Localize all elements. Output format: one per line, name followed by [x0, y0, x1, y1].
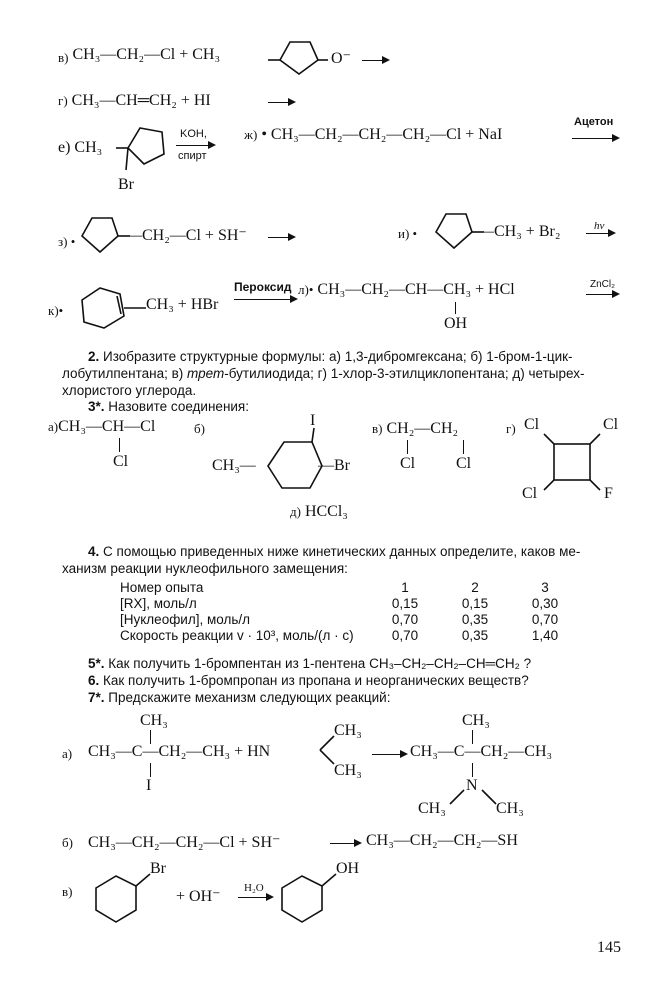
reaction-arrow	[176, 145, 214, 146]
reagent-under: спирт	[178, 150, 207, 162]
bond-line	[463, 440, 464, 454]
reactant-main: CH₃—C—CH₂—CH₃ + HN	[88, 743, 271, 760]
table-cell: 0,35	[461, 611, 489, 627]
cyclopentane-ring	[268, 34, 328, 82]
compound-letter: б)	[194, 421, 205, 436]
compound-sub: Cl	[456, 455, 472, 472]
question-text: ханизм реакции нуклеофильного замещения:	[62, 561, 348, 576]
question-3	[88, 398, 249, 415]
compound-v	[372, 420, 458, 438]
compound-d	[290, 503, 348, 521]
table-cell: 3	[541, 579, 549, 595]
table-label: [Нуклеофил], моль/л	[120, 611, 251, 627]
oh-sub: OH	[444, 315, 468, 332]
kinetics-table	[120, 579, 580, 643]
table-cell: 0,70	[391, 627, 419, 643]
question-text: лобутилпентана; в)	[62, 366, 188, 381]
question-text: хлористого углерода.	[62, 383, 197, 398]
chloro-tl: Cl	[524, 416, 540, 433]
reaction-l	[298, 281, 515, 299]
table-cell: 0,30	[531, 595, 559, 611]
table-cell: 0,70	[531, 611, 559, 627]
reagent-over: hv	[594, 220, 605, 232]
question-text: С помощью приведенных ниже кинетических данных определите, каков ме-	[103, 544, 581, 559]
compound-a	[48, 418, 155, 436]
table-cell: 1,40	[531, 627, 559, 643]
table-row	[120, 627, 580, 643]
compound-main: CH₂—CH₂	[386, 420, 459, 437]
question-5	[88, 655, 531, 672]
question-6	[88, 672, 529, 689]
reagent-over: Ацетон	[574, 116, 614, 128]
compound-letter: д)	[290, 504, 301, 519]
cyclohexene-ring	[76, 278, 148, 334]
reagent-over: Пероксид	[234, 280, 292, 294]
reaction-arrow	[586, 294, 618, 295]
question-4	[88, 543, 648, 560]
bond-line	[119, 438, 120, 452]
cyclobutane-ring	[540, 432, 606, 494]
question-text: -бутилиодида; г) 1-хлор-3-этилциклопентана; д) четырех-	[224, 366, 585, 381]
chloro-bl: Cl	[522, 485, 538, 502]
table-row	[120, 611, 580, 627]
reaction-letter: ж)	[244, 127, 258, 142]
bond-line	[472, 763, 473, 777]
compound-sub: Cl	[400, 455, 416, 472]
reaction-letter: а)	[62, 746, 73, 761]
product-n-bonds	[444, 788, 504, 810]
table-cell: 0,15	[461, 595, 489, 611]
methyl-top: CH₃	[140, 712, 168, 729]
table-cell: 0,70	[391, 611, 419, 627]
product-methyl-top: CH₃	[462, 712, 490, 729]
reaction-formula: CH₃—CH═CH₂ + HI	[71, 92, 211, 109]
reaction-letter: з) •	[58, 234, 76, 249]
reaction-letter: в)	[58, 50, 69, 65]
compound-left: CH₃—	[212, 457, 256, 474]
product-formula: CH₃—CH₂—CH₂—SH	[366, 832, 518, 849]
product-methyl: CH₃	[496, 800, 524, 817]
product-n: N	[466, 777, 478, 794]
reactant-formula: CH₃—CH₂—CH₂—Cl + SH⁻	[88, 834, 281, 851]
star-mark: •	[261, 126, 267, 143]
alkoxide-o: O⁻	[331, 50, 351, 67]
question-number: 6.	[88, 673, 100, 688]
reagent-over: H₂O	[244, 882, 264, 894]
question-text: Как получить 1-бромпропан из пропана и неорганических веществ?	[103, 673, 529, 688]
question-2-line2	[62, 365, 651, 382]
bond-line	[150, 763, 151, 777]
iodo-sub: I	[146, 777, 152, 794]
reaction-arrow	[586, 233, 614, 234]
question-text: Изобразите структурные формулы: а) 1,3-дибромгексана; б) 1-бром-1-цик-	[103, 349, 573, 364]
question-text: Назовите соединения:	[108, 399, 249, 414]
question-2-line3	[62, 382, 196, 399]
bond-line	[472, 730, 473, 744]
fluoro-br: F	[604, 485, 613, 502]
reaction-letter: г)	[58, 93, 68, 108]
reaction-left: CH₃—CH₂—Cl + CH₃	[72, 46, 221, 63]
question-number: 7*.	[88, 690, 105, 705]
table-cell: 2	[471, 579, 479, 595]
reaction-formula: CH₃ + HBr	[146, 296, 219, 313]
question-text: Как получить 1-бромпентан из 1-пентена CH₃–CH₂–CH₂–CH═CH₂ ?	[108, 656, 532, 671]
bromine-sub: Br	[150, 860, 166, 877]
hydroxyl-sub: OH	[336, 860, 360, 877]
reaction-letter: и) •	[398, 226, 418, 241]
reagent-text: + OH⁻	[176, 888, 221, 905]
table-row	[120, 579, 580, 595]
iodo-sub: I	[310, 412, 316, 429]
reaction-g	[58, 92, 211, 110]
reaction-formula: CH₃—CH₂—CH₂—CH₂—Cl + NaI	[270, 126, 503, 143]
compound-sub: Cl	[113, 453, 129, 470]
reagent-over: KOH,	[180, 128, 207, 140]
table-cell: 0,15	[391, 595, 419, 611]
table-cell: 0,35	[461, 627, 489, 643]
bond-line	[407, 440, 408, 454]
reaction-e: е) CH₃	[58, 139, 103, 156]
reaction-arrow	[268, 237, 294, 238]
compound-letter: а)	[48, 419, 59, 434]
reaction-arrow	[238, 897, 272, 898]
reaction-letter: л)	[298, 282, 309, 297]
question-number: 4.	[88, 544, 100, 559]
table-cell: 1	[401, 579, 409, 595]
oh-bond	[455, 302, 456, 314]
table-row	[120, 595, 580, 611]
question-number: 5*.	[88, 656, 105, 671]
question-4-line2	[62, 560, 348, 577]
question-text: Предскажите механизм следующих реакций:	[108, 690, 391, 705]
amine-methyl: CH₃	[334, 762, 362, 779]
reaction-arrow	[330, 843, 360, 844]
tret-italic: трет	[187, 366, 225, 381]
reaction-formula: CH₃—CH₂—CH—CH₃ + HCl	[317, 281, 515, 298]
reaction-letter: в)	[62, 884, 73, 899]
reaction-arrow	[234, 299, 296, 300]
compound-letter: г)	[506, 421, 516, 436]
table-label: [RX], моль/л	[120, 595, 197, 611]
cyclopentane-ring	[112, 118, 174, 170]
reaction-arrow	[372, 754, 406, 755]
compound-letter: в)	[372, 421, 383, 436]
compound-right: —Br	[318, 457, 350, 474]
reaction-arrow	[268, 102, 294, 103]
chloro-tr: Cl	[603, 416, 619, 433]
reaction-v	[58, 46, 220, 64]
table-label: Номер опыта	[120, 579, 204, 595]
reaction-letter: б)	[62, 835, 73, 850]
reaction-zh	[244, 126, 502, 144]
compound-formula: HCCl₃	[304, 503, 348, 520]
star-mark: •	[308, 282, 314, 297]
question-number: 2.	[88, 349, 100, 364]
table-label: Скорость реакции v · 10³, моль/(л · с)	[120, 627, 354, 643]
reaction-arrow	[572, 138, 618, 139]
amine-methyl: CH₃	[334, 722, 362, 739]
bond-line	[150, 730, 151, 744]
reaction-formula: —CH₂—Cl + SH⁻	[126, 227, 247, 244]
page-number: 145	[597, 939, 621, 956]
question-7	[88, 689, 390, 706]
reaction-letter: к)•	[48, 303, 64, 318]
product-methyl: CH₃	[418, 800, 446, 817]
question-2	[88, 348, 648, 365]
question-number: 3*.	[88, 399, 105, 414]
product-main: CH₃—C—CH₂—CH₃	[410, 743, 553, 760]
compound-main: CH₃—CH—Cl	[58, 418, 156, 435]
reaction-arrow	[362, 60, 388, 61]
reaction-formula: —CH₃ + Br₂	[478, 223, 561, 240]
reagent-over: ZnCl₂	[590, 279, 615, 290]
cyclopentane-ring	[76, 210, 132, 260]
bromine-sub: Br	[118, 176, 134, 193]
